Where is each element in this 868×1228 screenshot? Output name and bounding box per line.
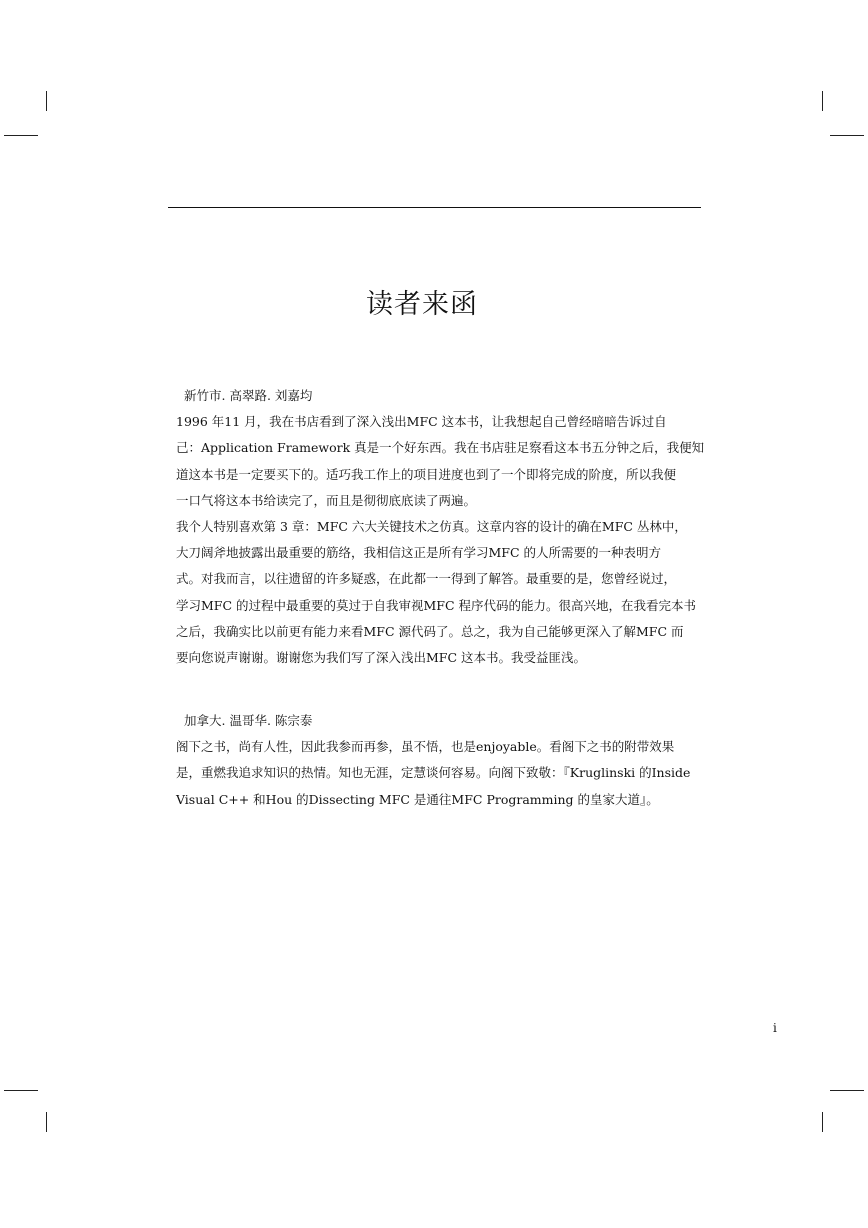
letter-line: Visual C++ 和Hou 的Dissecting MFC 是通往MFC Programming 的皇家大道』。 bbox=[176, 791, 659, 807]
letter-line: 己：Application Framework 真是一个好东西。我在书店驻足察看这本书五分钟之后，我便知 bbox=[176, 440, 705, 456]
letter-line: 是，重燃我追求知识的热情。知也无涯，定慧谈何容易。向阁下致敬：『Kruglinski 的Inside bbox=[176, 765, 691, 781]
page-number: i bbox=[773, 1021, 777, 1035]
crop-mark-bottom-right-horizontal bbox=[830, 1090, 864, 1091]
letter-line: 要向您说声谢谢。谢谢您为我们写了深入浅出MFC 这本书。我受益匪浅。 bbox=[176, 650, 587, 666]
crop-mark-top-right-vertical bbox=[822, 91, 823, 111]
letter-line: 阁下之书，尚有人性，因此我参而再参，虽不悟，也是enjoyable。看阁下之书的附带效果 bbox=[176, 739, 675, 755]
letter-line: 学习MFC 的过程中最重要的莫过于自我审视MFC 程序代码的能力。很高兴地，在我看完本书 bbox=[176, 597, 697, 613]
crop-mark-bottom-right-vertical bbox=[822, 1112, 823, 1132]
header-rule bbox=[168, 207, 701, 208]
crop-mark-bottom-left-vertical bbox=[46, 1112, 47, 1132]
page-title: 读者来函 bbox=[366, 289, 478, 320]
letter-2 bbox=[176, 708, 706, 813]
letter-signature: 新竹市. 高翠路. 刘嘉均 bbox=[184, 388, 313, 403]
letter-1 bbox=[176, 383, 706, 671]
letter-line: 大刀阔斧地披露出最重要的筋络，我相信这正是所有学习MFC 的人所需要的一种表明方 bbox=[176, 545, 662, 561]
letter-line: 式。对我而言，以往遗留的许多疑惑，在此都一一得到了解答。最重要的是，您曾经说过， bbox=[176, 571, 677, 587]
crop-mark-top-left-vertical bbox=[46, 91, 47, 111]
letter-line: 之后，我确实比以前更有能力来看MFC 源代码了。总之，我为自己能够更深入了解MFC 而 bbox=[176, 623, 684, 639]
letter-line: 道这本书是一定要买下的。适巧我工作上的项目进度也到了一个即将完成的阶度，所以我便 bbox=[176, 466, 677, 482]
letter-line: 我个人特别喜欢第 3 章：MFC 六大关键技术之仿真。这章内容的设计的确在MFC 丛林中， bbox=[176, 519, 687, 535]
letter-line: 1996 年11 月，我在书店看到了深入浅出MFC 这本书，让我想起自己曾经暗暗告诉过自 bbox=[176, 414, 667, 430]
letter-line: 一口气将这本书给读完了，而且是彻彻底底读了两遍。 bbox=[176, 492, 477, 508]
crop-mark-bottom-left-horizontal bbox=[4, 1090, 38, 1091]
crop-mark-top-right-horizontal bbox=[830, 135, 864, 136]
letter-signature: 加拿大. 温哥华. 陈宗泰 bbox=[184, 713, 313, 728]
crop-mark-top-left-horizontal bbox=[4, 135, 38, 136]
